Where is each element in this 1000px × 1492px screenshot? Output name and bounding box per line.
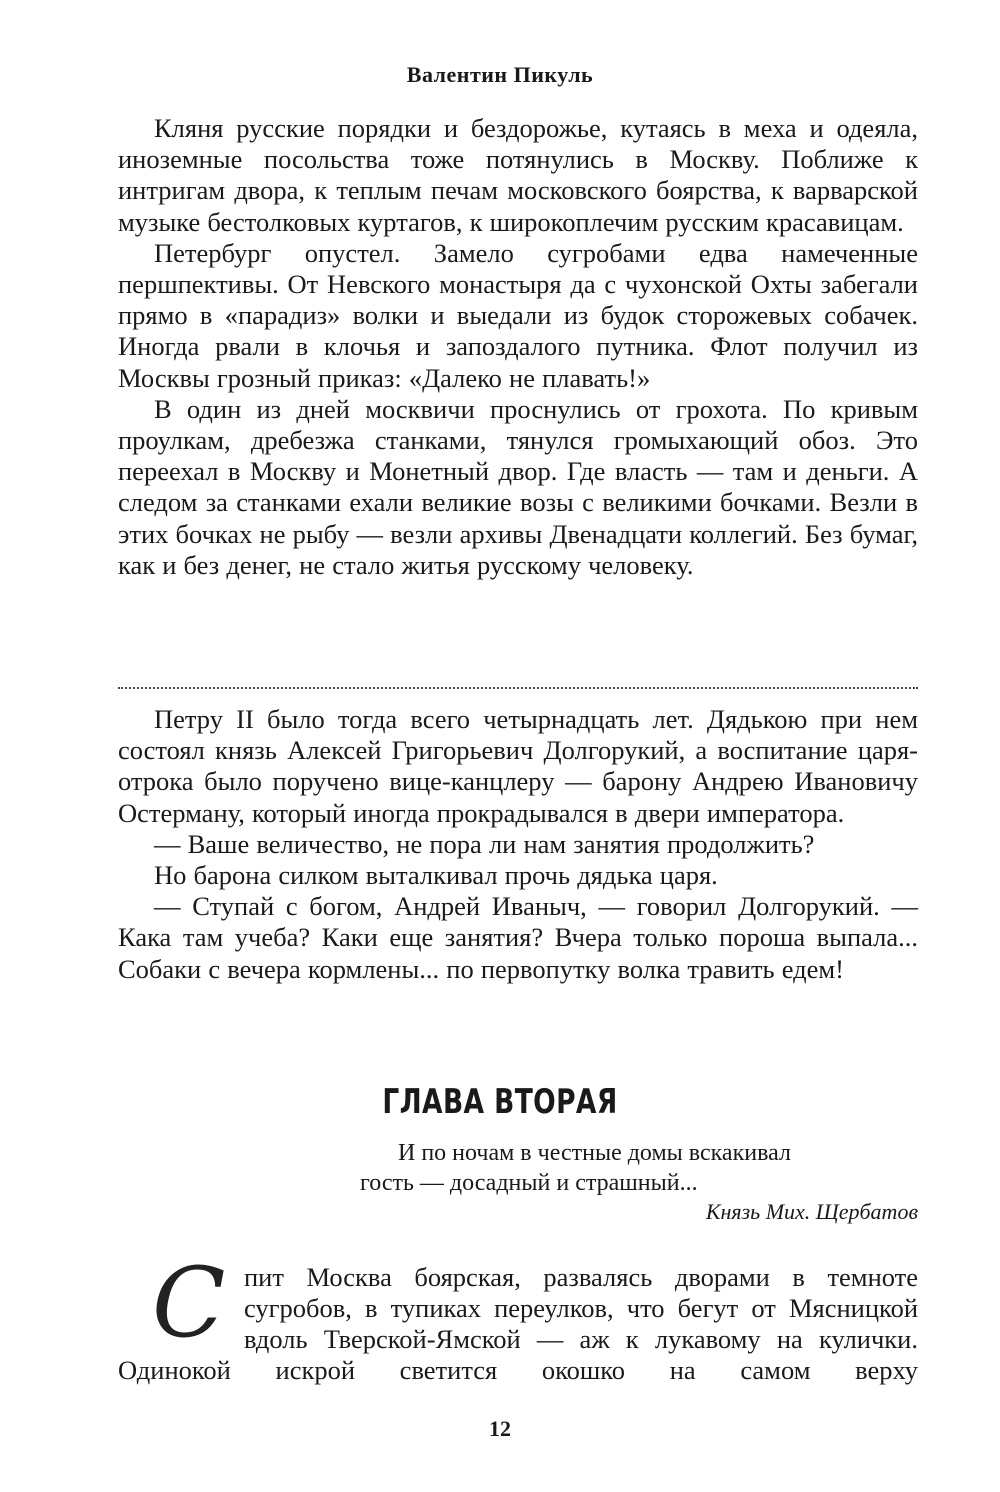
epigraph-author: Князь Мих. Щербатов: [705, 1199, 918, 1224]
epigraph-line: И по ночам в честные домы вскакивал: [398, 1140, 791, 1166]
chapter-title: ГЛАВА ВТОРАЯ: [382, 1082, 618, 1122]
page-number: 12: [489, 1416, 511, 1441]
paragraph: В один из дней москвичи проснулись от грохота. По кривым проулкам, дребезжа станками, тянулся громыхающий обоз. Это переехал в Москву и Монетный двор. Где власть — там и деньги. А следом за станками ехали великие возы с великими бочками. Везли в этих бочках не рыбу — везли архивы Двенадцати коллегий. Без бумаг, как и без денег, не стало житья русскому человеку.: [118, 393, 918, 580]
paragraph: Но барона силком выталкивал прочь дядька царя.: [154, 860, 718, 891]
epigraph-line: гость — досадный и страшный...: [360, 1170, 698, 1196]
section-2: [118, 704, 918, 985]
paragraph: Петербург опустел. Замело сугробами едва намеченные першпективы. От Невского монастыря да с чухонской Охты забегали прямо в «парадиз» волки и выедали из будок сторожевых собачек. Иногда рвали в клочья и запоздалого путника. Флот получил из Москвы грозный приказ: «Далеко не плавать!»: [118, 237, 918, 393]
paragraph: — Ваше величество, не пора ли нам занятия продолжить?: [154, 828, 815, 859]
running-head: Валентин Пикуль: [406, 62, 594, 87]
paragraph: Петру II было тогда всего четырнадцать лет. Дядькою при нем состоял князь Алексей Григорьевич Долгорукий, а воспитание царя-отрока было поручено вице-канцлеру — барону Андрею Ивановичу Остерману, который иногда прокрадывался в двери императора.: [118, 704, 918, 828]
opening-paragraph: пит Москва боярская, развалясь дворами в темноте сугробов, в тупиках переулков, что бегут от Мясницкой вдоль Тверской-Ямской — аж к лукавому на кулички. Одинокой искрой светится окошко на самом верху: [118, 1262, 918, 1385]
paragraph: — Ступай с богом, Андрей Иваныч, — говорил Долгорукий. — Кака там учеба? Каки еще занятия? Вчера только пороша выпала... Собаки с вечера кормлены... по первопутку волка травить едем!: [118, 891, 918, 984]
paragraph: Кляня русские порядки и бездорожье, кутаясь в меха и одеяла, иноземные посольства тоже потянулись в Москву. Поближе к интригам двора, к теплым печам московского боярства, к варварской музыке бестолковых куртагов, к широкоплечим русским красавицам.: [118, 113, 918, 237]
section-divider: [118, 687, 918, 689]
section-1: [118, 113, 918, 581]
drop-cap: С: [152, 1247, 226, 1359]
chapter-opening: [118, 1247, 918, 1386]
epigraph: [360, 1138, 918, 1226]
